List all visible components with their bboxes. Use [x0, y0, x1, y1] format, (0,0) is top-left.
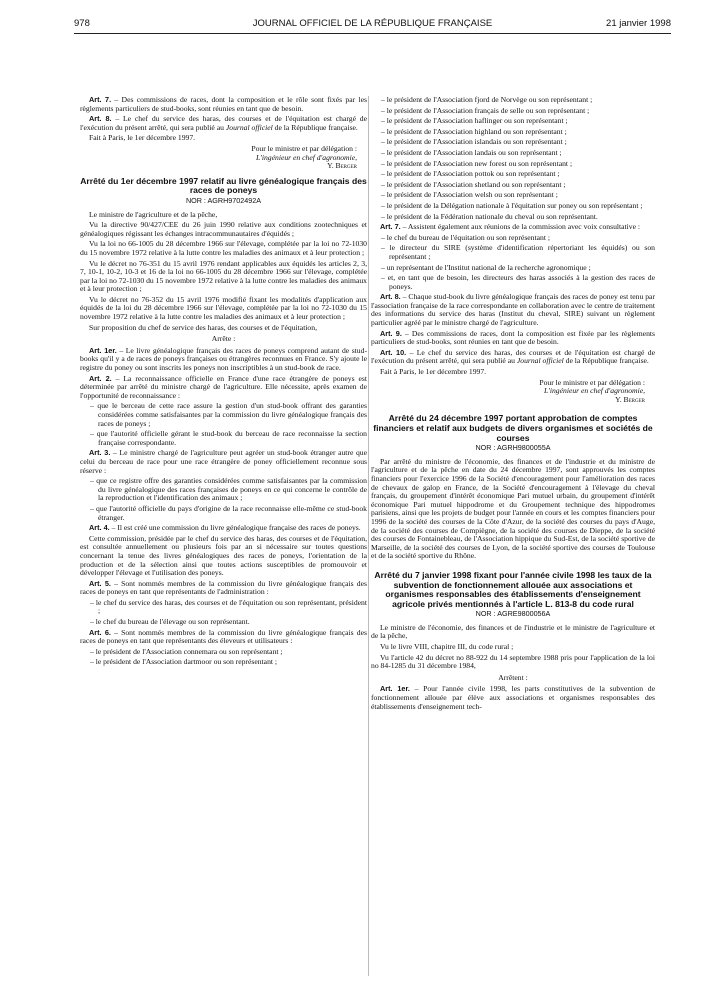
arretent-heading: Arrêtent :	[498, 672, 528, 682]
article-8: Art. 8. – Le chef du service des haras, des courses et de l'équitation est chargé de l'exécution du présent arrêté, qui sera publié au Journal officiel de la République française.	[80, 114, 367, 132]
signature-name: Y. Berger	[615, 394, 645, 404]
list-item: – que l'autorité officielle du pays d'origine de la race reconnaisse elle-même ce stud-book étranger.	[90, 503, 367, 522]
list-item: – le président de l'Association islandais ou son représentant ;	[381, 137, 567, 147]
list-item: – le président de l'Association fjord de Norvège ou son représentant ;	[381, 95, 593, 104]
list-item: – un représentant de l'Institut national de la recherche agronomique ;	[381, 262, 591, 272]
signature-line-1: Pour le ministre et par délégation :	[251, 143, 357, 153]
article-3: Art. 3. – Le ministre chargé de l'agriculture peut agréer un stud-book étranger autre que celui du berceau de race pour une race étrangère de poney officiellement reconnue sous réserve :	[80, 448, 368, 475]
fait-a-paris: Fait à Paris, le 1er décembre 1997.	[380, 367, 487, 377]
article-2: Art. 2. – La reconnaissance officielle en France d'une race étrangère de poneys est déterminée par arrêté du ministre chargé de l'agriculture. Elle nécessite, après examen de l'opportunité de reconnaissance :	[80, 373, 367, 400]
signature-line-1: Pour le ministre et par délégation :	[539, 377, 645, 387]
article-1: Art. 1er. – Le livre généalogique français des races de poneys comprend autant de stud-books qu'il y a de races de poneys françaises ou étrangères reconnues en France. S'y ajoute le registre du poney ou sont inscrits les poneys non inscriptibles à un stud-book de race.	[80, 345, 367, 373]
list-item: – que le berceau de cette race assure la gestion d'un stud-book offrant des garanties considérées comme satisfaisantes par la commission du livre généalogique français des races de poneys ;	[90, 401, 367, 428]
signature-line-2: L'ingénieur en chef d'agronomie,	[255, 152, 357, 162]
list-item: – le président de l'Association landais ou son représentant ;	[381, 147, 562, 157]
article-10: Art. 10. – Le chef du service des haras, des courses et de l'équitation est chargé de l'exécution du présent arrêté, qui sera publié au Journal officiel de la République française.	[371, 347, 655, 366]
article-8: Art. 8. – Chaque stud-book du livre généalogique français des races de poney est tenu par l'association française de la race correspondante en collaboration avec le centre de traitement des informations du service des haras (Institut du cheval, SIRE) suivant un règlement particulier agréé par le ministre chargé de l'agriculture.	[371, 292, 655, 328]
intro-paragraph: Le ministre de l'économie, des finances et de l'industrie et le ministre de l'agriculture et de la pêche,	[371, 622, 655, 641]
list-item: – le chef du bureau de l'équitation ou son représentant ;	[381, 232, 550, 242]
list-item: – le président de l'Association haflinger ou son représentant ;	[381, 116, 568, 126]
list-item: – que ce registre offre des garanties considérées comme satisfaisantes par la commission du livre généalogique des races françaises de poneys en ce qui concerne le contrôle de la reproduction et l'identification des animaux ;	[90, 476, 367, 503]
list-item: – le président de l'Association pottok ou son représentant ;	[381, 169, 560, 179]
left-column	[80, 96, 367, 669]
intro-paragraph: Vu le décret no 76-352 du 15 avril 1976 modifié fixant les modalités d'application aux équidés de la loi du 28 décembre 1966 sur l'élevage, complétée par la loi no 72-1030 du 15 novembre 1972 relative à la lutte contre les maladies des animaux et à leur protection ;	[80, 294, 367, 322]
article-9: Art. 9. – Des commissions de races, dont la composition est fixée par les règlements particuliers de stud-books, sont réunies en tant que de besoin.	[371, 328, 655, 347]
list-item: – le président de l'Association highland ou son représentant ;	[381, 126, 567, 136]
list-item: – le président de la Délégation nationale à l'équitation sur poney ou son représentant ;	[381, 200, 643, 210]
article-7: Art. 7. – Assistent également aux réunions de la commission avec voix consultative :	[380, 222, 641, 232]
decree-2-paragraph: Par arrêté du ministre de l'économie, des finances et de l'industrie et du ministre de l'agriculture et de la pêche en date du 24 décembre 1997, sont approuvés les comptes financiers pour l'exercice 1996 de la Société d'encouragement pour l'amélioration des races de chevaux de galop en France, de la Société d'encouragement à l'élevage du cheval français, du groupement d'intérêt économique Pari mutuel urbain, du groupement d'intérêt économique Pari mutuel hippodrome et du Groupement technique des hippodromes parisiens, ainsi que les projets de budget pour l'année en cours et les comptes financiers pour 1996 de la société des courses de la Côte d'Azur, de la société des courses du pays d'Auge, de la société des courses de Compiègne, de la société des courses de Dieppe, de la société des courses de Fontainebleau, de l'Association hippique du Sud-Est, de la société sportive de Marseille, de la société des courses de Lyon, de la société sportive des courses de Toulouse et de la société sportive du Rhône.	[371, 456, 655, 561]
arrete-heading: Arrête :	[211, 334, 236, 344]
nor-reference: NOR : AGRH9702492A	[185, 195, 262, 205]
list-item: – le président de l'Association welsh ou son représentant ;	[381, 190, 558, 200]
signature-name: Y. Berger	[327, 161, 357, 171]
list-item: – le président de l'Association français de selle ou son représentant ;	[381, 105, 590, 115]
list-item: – le chef du service des haras, des courses et de l'équitation ou son représentant, président ;	[90, 597, 367, 616]
decree-title-3: Arrêté du 7 janvier 1998 fixant pour l'année civile 1998 les taux de la subvention de fonctionnement allouée aux associations et organismes responsables des établissements d'enseignement agricole privés mentionnés à l'article L. 813-8 du code rural	[374, 569, 652, 609]
list-item: – que l'autorité officielle gérant le stud-book du berceau de race reconnaisse la section française correspondante.	[90, 429, 367, 447]
article-6: Art. 6. – Sont nommés membres de la commission du livre généalogique français des races de poneys en tant que représentants des éleveurs et utilisateurs :	[80, 627, 367, 646]
decree-title: Arrêté du 1er décembre 1997 relatif au livre généalogique français des races de poneys	[80, 175, 367, 196]
article-5: Art. 5. – Sont nommés membres de la commission du livre généalogique français des races de poneys en tant que représentants de l'administration :	[80, 578, 367, 597]
journal-title: JOURNAL OFFICIEL DE LA RÉPUBLIQUE FRANÇAISE	[252, 18, 493, 29]
fait-a-paris: Fait à Paris, le 1er décembre 1997.	[89, 133, 196, 143]
list-item: – le président de l'Association shetland ou son représentant ;	[381, 179, 566, 189]
nor-reference-2: NOR : AGRH9800055A	[475, 443, 551, 453]
intro-paragraph: Vu la loi no 66-1005 du 28 décembre 1966 sur l'élevage, complétée par la loi no 72-1030 du 15 novembre 1972 relative à la lutte contre les maladies des animaux et à leur protection ;	[80, 239, 367, 257]
list-item: – le président de l'Association dartmoor ou son représentant ;	[90, 657, 278, 667]
intro-paragraph: Vu le livre VIII, chapitre III, du code rural ;	[380, 642, 514, 652]
signature-line-2: L'ingénieur en chef d'agronomie,	[543, 386, 645, 396]
article-1: Art. 1er. – Pour l'année civile 1998, les parts constitutives de la subvention de fonctionnement allouée par élève aux associations et organismes responsables des établissements d'enseignement tech-	[371, 684, 655, 711]
list-item: – le chef du bureau de l'élevage ou son représentant.	[90, 617, 250, 627]
intro-paragraph: Vu le décret no 76-351 du 15 avril 1976 rendant applicables aux équidés les articles 2, 3, 7, 10-1, 10-2, 10-3 et 16 de la loi no 66-1005 du 28 décembre 1966 sur l'élevage, complétée par la loi no 72-1030 du 15 novembre 1972 relative à la lutte contre les maladies des animaux et à leur protection ;	[80, 258, 367, 294]
list-item: – le directeur du SIRE (système d'identification répertoriant les équidés) ou son représentant ;	[381, 243, 655, 261]
issue-date: 21 janvier 1998	[606, 18, 671, 29]
intro-paragraph: Vu l'article 42 du décret no 88-922 du 14 septembre 1988 pris pour l'application de la loi no 84-1285 du 31 décembre 1984,	[371, 652, 655, 671]
intro-paragraph: Sur proposition du chef de service des haras, des courses et de l'équitation,	[89, 322, 317, 332]
article-7: Art. 7. – Des commissions de races, dont la composition et le rôle sont fixés par les règlements particuliers de stud-books, sont réunies en tant que de besoin.	[80, 95, 367, 113]
nor-reference-3: NOR : AGRE9800056A	[475, 609, 551, 619]
list-item: – le président de la Fédération nationale du cheval ou son représentant.	[381, 211, 598, 221]
intro-paragraph: Le ministre de l'agriculture et de la pêche,	[89, 209, 218, 219]
intro-paragraph: Vu la directive 90/427/CEE du 26 juin 1990 relative aux conditions zootechniques et généalogiques régissant les échanges intracommunautaires d'équidés ;	[80, 220, 367, 238]
page-number: 978	[74, 18, 90, 29]
article-4-paragraph: Cette commission, présidée par le chef du service des haras, des courses et de l'équitation, est consultée annuellement ou plusieurs fois par an si nécessaire sur toutes questions concernant la tenue des livres généalogiques des races de poneys, l'orientation de la production et de la sélection ainsi que toutes actions susceptibles de promouvoir et développer l'élevage et l'utilisation des poneys.	[80, 533, 367, 578]
column-divider	[368, 96, 369, 976]
article-4: Art. 4. – Il est créé une commission du livre généalogique française des races de poneys.	[89, 523, 361, 533]
page-header	[74, 18, 671, 32]
list-item: – le président de l'Association new forest ou son représentant ;	[381, 158, 573, 168]
list-item: – et, en tant que de besoin, les directeurs des haras associés à la gestion des races de poneys.	[381, 273, 655, 291]
decree-title-2: Arrêté du 24 décembre 1997 portant approbation de comptes financiers et relatif aux budgets de divers organismes et sociétés de courses	[373, 413, 653, 443]
right-column	[371, 96, 655, 713]
list-item: – le président de l'Association connemara ou son représentant ;	[90, 646, 283, 656]
header-rule	[74, 33, 671, 34]
